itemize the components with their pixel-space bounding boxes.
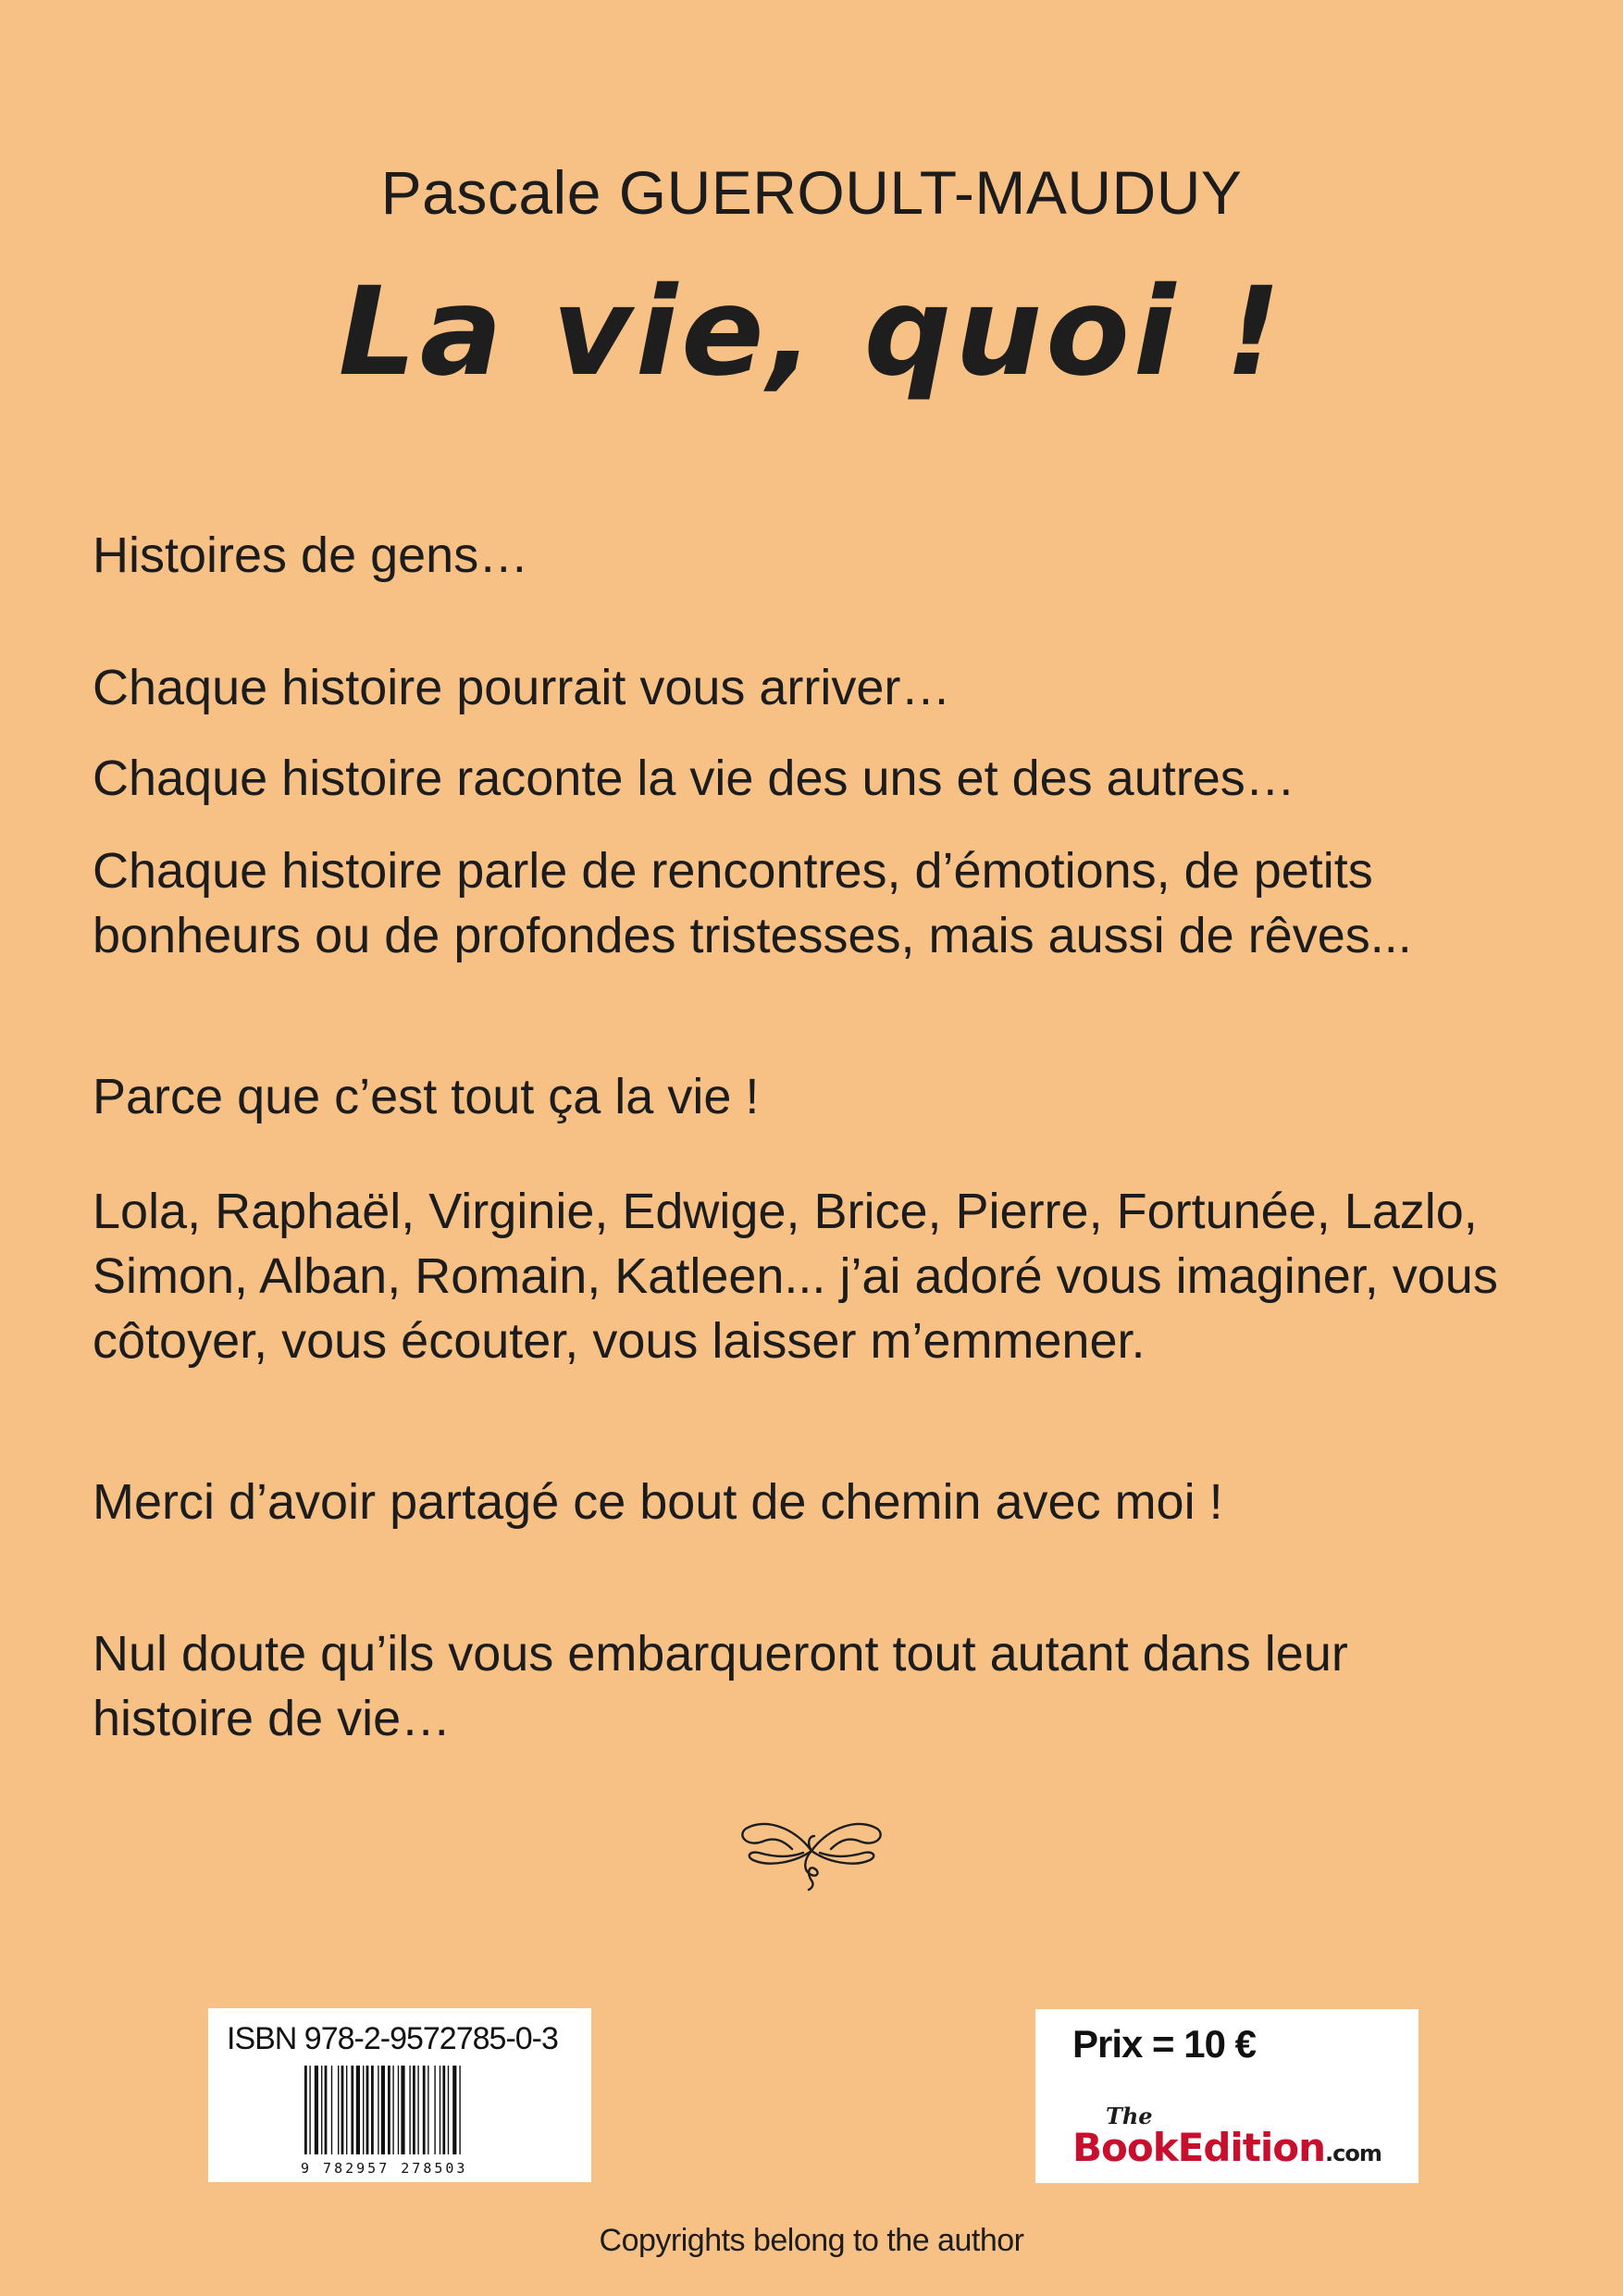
svg-text:BookEdition.com [1072, 2125, 1381, 2170]
isbn-box [208, 2008, 591, 2182]
copyright-notice: Copyrights belong to the author [599, 2223, 1024, 2258]
barcode-bar [309, 2066, 310, 2154]
barcode-bar [351, 2066, 353, 2154]
barcode-bar [331, 2066, 332, 2154]
blurb-paragraph: Parce que c’est tout ça la vie ! [93, 1069, 760, 1124]
blurb-paragraph: Chaque histoire raconte la vie des uns et des autres… [93, 751, 1295, 806]
barcode-bar [366, 2066, 369, 2154]
barcode-bar [304, 2066, 307, 2154]
barcode-bar [356, 2066, 360, 2154]
blurb-paragraph: Histoires de gens… [93, 527, 529, 583]
price-box [1035, 2009, 1419, 2183]
blurb-paragraph: Chaque histoire pourrait vous arriver… [93, 660, 951, 715]
barcode-bar [341, 2066, 344, 2154]
barcode-bar [321, 2066, 322, 2154]
thebookedition-logo [1072, 2098, 1396, 2172]
barcode-bar [417, 2066, 418, 2154]
barcode-bar [346, 2066, 347, 2154]
barcode-bar [325, 2066, 328, 2154]
barcode-bar [381, 2066, 385, 2154]
barcode-bar [459, 2066, 460, 2154]
logo-com: .com [1325, 2141, 1381, 2166]
barcode-bar [423, 2066, 426, 2154]
barcode [301, 2066, 519, 2177]
barcode-bar [388, 2066, 390, 2154]
barcode-bar [442, 2066, 445, 2154]
barcode-bar [427, 2066, 428, 2154]
barcode-bar [448, 2066, 449, 2154]
logo-book: Book [1072, 2125, 1178, 2170]
barcode-bar [413, 2066, 415, 2154]
author-name: Pascale GUEROULT-MAUDUY [380, 158, 1243, 227]
barcode-bar [338, 2066, 339, 2154]
blurb-paragraph: Merci d’avoir partagé ce bout de chemin avec moi ! [93, 1474, 1223, 1530]
barcode-bar [409, 2066, 410, 2154]
flourish-ornament-icon [738, 1806, 885, 1892]
barcode-bar [452, 2066, 456, 2154]
barcode-bar [401, 2066, 404, 2154]
isbn-label: ISBN 978-2-9572785-0-3 [227, 2021, 558, 2056]
barcode-bar [398, 2066, 399, 2154]
blurb-paragraph: Chaque histoire parle de rencontres, d’émotions, de petits bonheurs ou de profondes tristesses, mais aussi de rêves... [93, 843, 1412, 963]
barcode-bar [434, 2066, 435, 2154]
price-label: Prix = 10 € [1072, 2022, 1256, 2066]
blurb-paragraph: Lola, Raphaël, Virginie, Edwige, Brice, Pierre, Fortunée, Lazlo, Simon, Alban, Romain, Katleen... j’ai adoré vous imaginer, vous côtoyer, vous écouter, vous laisser m’emmener. [93, 1184, 1498, 1369]
logo-the: The [1106, 2103, 1153, 2129]
logo-edition: Edition [1177, 2125, 1326, 2170]
barcode-bar [392, 2066, 393, 2154]
barcode-bar [371, 2066, 374, 2154]
book-title: La vie, quoi ! [338, 261, 1285, 403]
blurb-paragraph: Nul doute qu’ils vous embarqueront tout autant dans leur histoire de vie… [93, 1626, 1348, 1746]
barcode-bar [315, 2066, 318, 2154]
barcode-digits: 9 782957 278503 [301, 2160, 468, 2177]
barcode-bar [363, 2066, 364, 2154]
